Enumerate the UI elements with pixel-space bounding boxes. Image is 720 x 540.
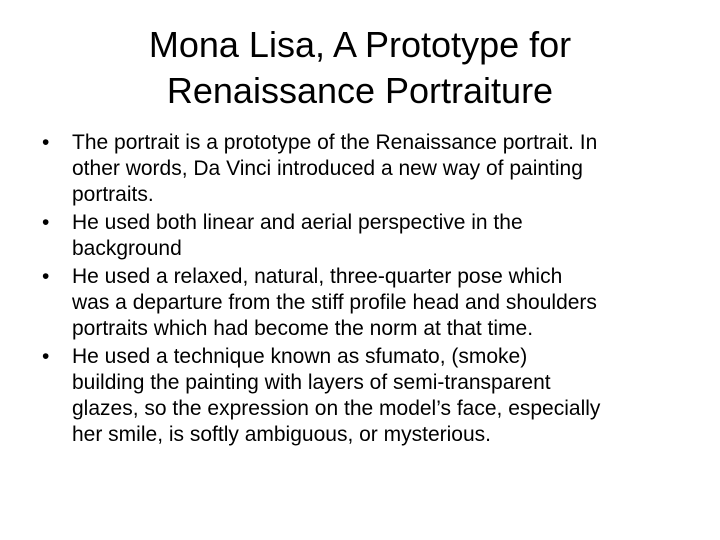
bullet-line: He used a technique known as sfumato, (smoke) [72,345,528,368]
bullet-item-4 [36,344,686,448]
bullet-item-1 [36,130,686,208]
bullet-line: other words, Da Vinci introduced a new way of painting [72,157,583,180]
bullet-line: portraits which had become the norm at that time. [72,317,534,340]
bullet-item-2 [36,210,686,262]
bullet-line: He used both linear and aerial perspective in the [72,211,523,234]
bullet-icon: • [42,265,50,288]
title-line-1: Mona Lisa, A Prototype for [148,24,572,65]
bullet-line: building the painting with layers of semi-transparent [72,371,551,394]
title-line-2: Renaissance Portraiture [166,70,554,111]
slide-title [60,22,660,114]
bullet-line: The portrait is a prototype of the Renaissance portrait. In [72,131,598,154]
bullet-line: was a departure from the stiff profile head and shoulders [72,291,597,314]
bullet-line: He used a relaxed, natural, three-quarter pose which [72,265,563,288]
bullet-line: her smile, is softly ambiguous, or mysterious. [72,423,491,446]
bullet-line: glazes, so the expression on the model’s face, especially [72,397,601,420]
bullet-item-3 [36,264,686,342]
bullet-icon: • [42,345,50,368]
bullet-list [36,130,686,450]
bullet-icon: • [42,211,50,234]
bullet-icon: • [42,131,50,154]
bullet-line: portraits. [72,183,154,206]
bullet-line: background [72,237,182,260]
